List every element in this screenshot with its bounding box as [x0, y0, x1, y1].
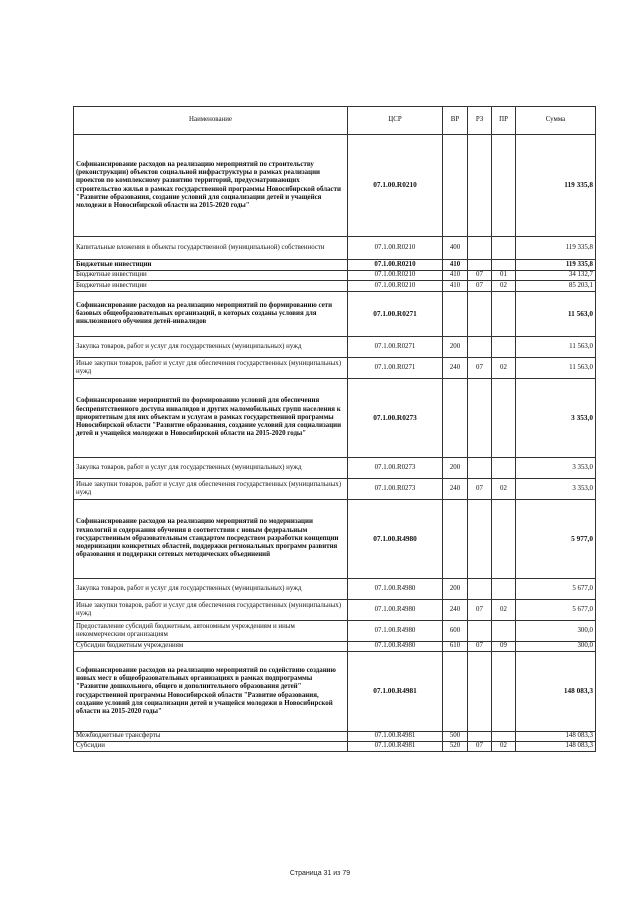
header-pr: ПР [492, 107, 516, 135]
cell-vr: 410 [443, 271, 468, 281]
cell-name: Субсидии бюджетным учреждениям [74, 642, 348, 652]
cell-sum: 11 563,0 [516, 358, 596, 379]
cell-csr: 07.1.00.R0271 [348, 337, 443, 358]
cell-csr: 07.1.00.R0210 [348, 237, 443, 260]
cell-sum: 3 353,0 [516, 379, 596, 458]
cell-rz [468, 621, 492, 642]
table-row [74, 579, 596, 600]
table-row [74, 379, 596, 458]
table-body [74, 135, 596, 752]
table-row [74, 732, 596, 742]
cell-vr [443, 500, 468, 579]
cell-sum: 148 083,3 [516, 652, 596, 732]
cell-pr [492, 135, 516, 237]
cell-name: Закупка товаров, работ и услуг для государственных (муниципальных) нужд [74, 458, 348, 479]
table-row [74, 742, 596, 752]
cell-rz: 07 [468, 281, 492, 292]
cell-vr: 240 [443, 479, 468, 500]
cell-csr: 07.1.00.R0210 [348, 135, 443, 237]
cell-vr: 600 [443, 621, 468, 642]
table-row [74, 500, 596, 579]
cell-csr: 07.1.00.R0273 [348, 379, 443, 458]
table-row [74, 260, 596, 271]
table-row [74, 458, 596, 479]
cell-pr: 01 [492, 271, 516, 281]
cell-sum: 148 083,3 [516, 742, 596, 752]
cell-name: Бюджетные инвестиции [74, 281, 348, 292]
cell-name: Софинансирование расходов на реализацию мероприятий по содействию созданию новых мест в общеобразовательных организациях в рамках подпрограммы "Развитие дошкольного, общего и дополнительного образования детей" государственной программы Новосибирской области "Развитие образования, создание условий для социализации детей и учащейся молодежи в Новосибирской области на 2015-2020 годы" [74, 652, 348, 732]
cell-pr: 02 [492, 479, 516, 500]
cell-vr: 240 [443, 358, 468, 379]
cell-pr [492, 292, 516, 337]
table-row [74, 337, 596, 358]
cell-sum: 11 563,0 [516, 337, 596, 358]
header-rz: РЗ [468, 107, 492, 135]
table-header-row [74, 107, 596, 135]
table-row [74, 271, 596, 281]
table-row [74, 358, 596, 379]
cell-name: Софинансирование расходов на реализацию мероприятий по строительству (реконструкции) объектов социальной инфраструктуры в рамках реализации проектов по комплексному развитию территорий, предусматривающих строительство жилья в рамках государственной программы Новосибирской области "Развитие образования, создание условий для социализации детей и учащейся молодежи в Новосибирской области на 2015-2020 годы" [74, 135, 348, 237]
page-number: Страница 31 из 79 [289, 870, 351, 877]
cell-pr: 02 [492, 358, 516, 379]
cell-sum: 300,0 [516, 621, 596, 642]
cell-rz: 07 [468, 271, 492, 281]
cell-pr [492, 500, 516, 579]
cell-sum: 3 353,0 [516, 479, 596, 500]
cell-name: Закупка товаров, работ и услуг для государственных (муниципальных) нужд [74, 337, 348, 358]
cell-rz [468, 732, 492, 742]
table-row [74, 281, 596, 292]
cell-vr: 200 [443, 579, 468, 600]
cell-name: Субсидии [74, 742, 348, 752]
cell-name: Софинансирование мероприятий по формированию условий для обеспечения беспрепятственного доступа инвалидов и других маломобильных групп населения к приоритетным для них объектам и услугам в рамках государственной программы Новосибирской области "Развитие образования, создание условий для социализации детей и учащейся молодежи в Новосибирской области на 2015-2020 годы" [74, 379, 348, 458]
cell-sum: 119 335,8 [516, 135, 596, 237]
table-row [74, 652, 596, 732]
cell-rz [468, 292, 492, 337]
cell-name: Закупка товаров, работ и услуг для государственных (муниципальных) нужд [74, 579, 348, 600]
cell-rz [468, 500, 492, 579]
cell-rz [468, 237, 492, 260]
cell-vr [443, 135, 468, 237]
cell-vr: 200 [443, 337, 468, 358]
cell-pr: 02 [492, 600, 516, 621]
cell-csr: 07.1.00.R4980 [348, 579, 443, 600]
cell-pr [492, 732, 516, 742]
cell-pr [492, 458, 516, 479]
cell-name: Иные закупки товаров, работ и услуг для обеспечения государственных (муниципальных) нужд [74, 600, 348, 621]
cell-csr: 07.1.00.R0210 [348, 260, 443, 271]
table-row [74, 621, 596, 642]
cell-sum: 34 132,7 [516, 271, 596, 281]
header-vr: ВР [443, 107, 468, 135]
cell-vr: 410 [443, 281, 468, 292]
cell-csr: 07.1.00.R4981 [348, 742, 443, 752]
cell-csr: 07.1.00.R4980 [348, 642, 443, 652]
cell-csr: 07.1.00.R0271 [348, 292, 443, 337]
header-name: Наименование [74, 107, 348, 135]
cell-sum: 5 977,0 [516, 500, 596, 579]
cell-pr: 02 [492, 281, 516, 292]
cell-pr: 02 [492, 742, 516, 752]
cell-name: Бюджетные инвестиции [74, 260, 348, 271]
cell-name: Капитальные вложения в объекты государственной (муниципальной) собственности [74, 237, 348, 260]
cell-sum: 3 353,0 [516, 458, 596, 479]
cell-vr: 410 [443, 260, 468, 271]
table-row [74, 600, 596, 621]
cell-vr: 520 [443, 742, 468, 752]
cell-rz: 07 [468, 479, 492, 500]
table-row [74, 292, 596, 337]
cell-name: Бюджетные инвестиции [74, 271, 348, 281]
cell-csr: 07.1.00.R4980 [348, 621, 443, 642]
cell-name: Иные закупки товаров, работ и услуг для обеспечения государственных (муниципальных) нужд [74, 358, 348, 379]
cell-csr: 07.1.00.R0210 [348, 281, 443, 292]
cell-rz: 07 [468, 642, 492, 652]
cell-vr: 400 [443, 237, 468, 260]
cell-vr [443, 379, 468, 458]
table-row [74, 237, 596, 260]
header-csr: ЦСР [348, 107, 443, 135]
cell-csr: 07.1.00.R4981 [348, 732, 443, 742]
cell-pr [492, 379, 516, 458]
cell-rz [468, 135, 492, 237]
cell-name: Софинансирование расходов на реализацию мероприятий по модернизации технологий и содержания обучения в соответствии с новым федеральным государственным образовательным стандартом посредством разработки концепции модернизации конкретных областей, поддержки региональных программ развития образования и поддержки сетевых методических объединений [74, 500, 348, 579]
cell-vr [443, 652, 468, 732]
cell-rz: 07 [468, 600, 492, 621]
cell-rz: 07 [468, 742, 492, 752]
cell-vr: 200 [443, 458, 468, 479]
cell-rz [468, 579, 492, 600]
cell-pr [492, 237, 516, 260]
cell-name: Софинансирование расходов на реализацию мероприятий по формированию сети базовых общеобразовательных организаций, в которых созданы условия для инклюзивного обучения детей-инвалидов [74, 292, 348, 337]
cell-csr: 07.1.00.R0273 [348, 479, 443, 500]
cell-rz: 07 [468, 358, 492, 379]
table-row [74, 479, 596, 500]
table-row [74, 135, 596, 237]
cell-pr [492, 621, 516, 642]
cell-sum: 148 083,3 [516, 732, 596, 742]
cell-sum: 119 335,8 [516, 260, 596, 271]
cell-sum: 119 335,8 [516, 237, 596, 260]
cell-pr [492, 260, 516, 271]
cell-rz [468, 458, 492, 479]
cell-sum: 300,0 [516, 642, 596, 652]
cell-vr [443, 292, 468, 337]
cell-pr [492, 652, 516, 732]
cell-pr [492, 337, 516, 358]
cell-pr: 09 [492, 642, 516, 652]
header-sum: Сумма [516, 107, 596, 135]
cell-csr: 07.1.00.R4980 [348, 600, 443, 621]
cell-rz [468, 260, 492, 271]
cell-sum: 11 563,0 [516, 292, 596, 337]
cell-csr: 07.1.00.R4980 [348, 500, 443, 579]
cell-csr: 07.1.00.R0210 [348, 271, 443, 281]
cell-csr: 07.1.00.R4981 [348, 652, 443, 732]
cell-rz [468, 379, 492, 458]
cell-name: Предоставление субсидий бюджетным, автономным учреждениям и иным некоммерческим организациям [74, 621, 348, 642]
cell-sum: 5 677,0 [516, 600, 596, 621]
cell-pr [492, 579, 516, 600]
cell-sum: 5 677,0 [516, 579, 596, 600]
cell-rz [468, 652, 492, 732]
budget-table [73, 106, 596, 752]
cell-csr: 07.1.00.R0273 [348, 458, 443, 479]
cell-sum: 85 203,1 [516, 281, 596, 292]
cell-name: Иные закупки товаров, работ и услуг для обеспечения государственных (муниципальных) нужд [74, 479, 348, 500]
cell-csr: 07.1.00.R0271 [348, 358, 443, 379]
cell-name: Межбюджетные трансферты [74, 732, 348, 742]
table-row [74, 642, 596, 652]
cell-vr: 240 [443, 600, 468, 621]
cell-rz [468, 337, 492, 358]
cell-vr: 500 [443, 732, 468, 742]
cell-vr: 610 [443, 642, 468, 652]
